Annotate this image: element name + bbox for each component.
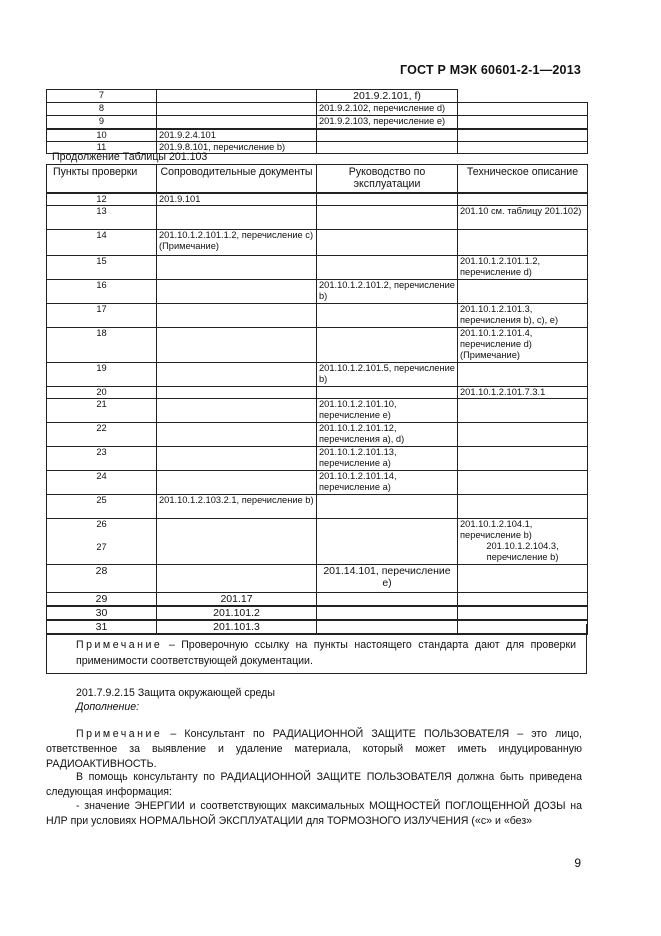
table-cell xyxy=(317,606,458,620)
table-cell: 7 xyxy=(47,90,157,103)
table-cell xyxy=(458,606,588,620)
table-cell: 201.9.2.4.101 xyxy=(157,129,317,142)
table-row xyxy=(47,279,588,303)
table-cell xyxy=(458,592,588,606)
table-cell xyxy=(458,470,588,494)
table-cell xyxy=(317,518,458,564)
table-cell: 13 xyxy=(47,205,157,229)
table-cell: 19 xyxy=(47,362,157,386)
table-cell xyxy=(157,386,317,398)
table-row xyxy=(47,90,588,103)
table-cell xyxy=(458,564,588,592)
table-row xyxy=(47,205,588,229)
table-cell: 201.10.1.2.101.10, перечисление e) xyxy=(317,398,458,422)
table-row xyxy=(47,398,588,422)
cell-text: 201.10.1.2.104.3, перечисление b) xyxy=(486,540,559,562)
table-cell xyxy=(157,279,317,303)
table-cell: 25 xyxy=(47,494,157,518)
table-row xyxy=(47,494,588,518)
header-user-manual: Руководство по эксплуатации xyxy=(317,165,458,193)
table-row xyxy=(47,592,588,606)
table-cell: 24 xyxy=(47,470,157,494)
table-cell xyxy=(317,129,458,142)
table-cell xyxy=(157,303,317,327)
header-check-items: Пункты проверки xyxy=(47,165,157,193)
table-row xyxy=(47,446,588,470)
table-cell xyxy=(458,362,588,386)
table-cell: 20 xyxy=(47,386,157,398)
table-cell xyxy=(157,470,317,494)
table-cell xyxy=(458,446,588,470)
table-header-row xyxy=(47,165,588,193)
note-label: Примечание xyxy=(76,639,163,651)
table-cell xyxy=(157,446,317,470)
table-cell: 201.10.1.2.101.12, перечисления a), d) xyxy=(317,422,458,446)
table-cell: 8 xyxy=(47,103,157,116)
table-cell: 201.10.1.2.101.13, перечисление a) xyxy=(317,446,458,470)
paragraph: - значение ЭНЕРГИИ и соответствующих максимальных МОЩНОСТЕЙ ПОГЛОЩЕННОЙ ДОЗЫ на НЛР при условиях НОРМАЛЬНОЙ ЭКСПЛУАТАЦИИ для ТОРМОЗНОГО ИЗЛУЧЕНИЯ («с» и «без» xyxy=(46,800,582,827)
table-cell: 201.10.1.2.101.14, перечисление a) xyxy=(317,470,458,494)
table-row xyxy=(47,193,588,206)
table-cell xyxy=(317,193,458,206)
table-cell xyxy=(458,193,588,206)
cell-text: 201.10.1.2.104.1, перечисление b) xyxy=(460,518,533,540)
table-cell: 10 xyxy=(47,129,157,142)
table-cell xyxy=(157,103,317,116)
table-cell: 201.101.2 xyxy=(157,606,317,620)
table-cell xyxy=(157,422,317,446)
row-number: 27 xyxy=(96,541,107,552)
table-cell: 201.10.1.2.101.1.2, перечисление d) xyxy=(458,255,588,279)
table-cell xyxy=(157,90,317,103)
table-row xyxy=(47,362,588,386)
table-cell xyxy=(157,518,317,564)
table-row xyxy=(47,386,588,398)
table-cell xyxy=(317,592,458,606)
table-cell: 28 xyxy=(47,564,157,592)
table-row xyxy=(47,255,588,279)
table-cell xyxy=(157,116,317,129)
header-accompanying-docs: Сопроводительные документы xyxy=(157,165,317,193)
table-main xyxy=(46,164,588,635)
table-row xyxy=(47,606,588,620)
table-cell xyxy=(157,255,317,279)
section-note-text: – Консультант по РАДИАЦИОННОЙ ЗАЩИТЕ ПОЛЬЗОВАТЕЛЯ – это лицо, ответственное за выявление и удаление материала, который может иметь индуцированную РАДИОАКТИВНОСТЬ. xyxy=(46,728,582,770)
table-cell xyxy=(157,362,317,386)
table-cell: 17 xyxy=(47,303,157,327)
table-cell: 12 xyxy=(47,193,157,206)
table-cell xyxy=(458,422,588,446)
note-text: – Проверочную ссылку на пункты настоящего стандарта дают для проверки применимости соответствующей документации. xyxy=(76,639,576,667)
table-row xyxy=(47,470,588,494)
table-row xyxy=(47,518,588,564)
section-note xyxy=(46,727,582,772)
table-cell: 201.10.1.2.101.2, перечисление b) xyxy=(317,279,458,303)
table-cell: 201.10.1.2.101.5, перечисление b) xyxy=(317,362,458,386)
table-cell: 14 xyxy=(47,229,157,255)
table-cell xyxy=(157,327,317,362)
table-cell xyxy=(458,103,588,116)
table-cell xyxy=(317,205,458,229)
section-addition: Дополнение: xyxy=(76,701,140,713)
table-row xyxy=(47,564,588,592)
table-cell xyxy=(317,494,458,518)
table-cell: 23 xyxy=(47,446,157,470)
table-row xyxy=(47,422,588,446)
table-cell: 201.9.8.101, перечисление b) xyxy=(157,141,317,153)
table-cell: 18 xyxy=(47,327,157,362)
table-cell: 201.17 xyxy=(157,592,317,606)
table-cell: 201.9.101 xyxy=(157,193,317,206)
table-cell: 11 xyxy=(47,141,157,153)
table-cell: 201.10 см. таблицу 201.102) xyxy=(458,205,588,229)
table-cell xyxy=(317,229,458,255)
table-cell: 201.10.1.2.103.2.1, перечисление b) xyxy=(157,494,317,518)
table-row xyxy=(47,103,588,116)
table-cell xyxy=(47,518,157,564)
table-cell xyxy=(317,386,458,398)
table-cell xyxy=(458,116,588,129)
table-cell: 201.101.3 xyxy=(157,620,317,634)
table-cell: 30 xyxy=(47,606,157,620)
table-cell: 201.9.2.103, перечисление e) xyxy=(317,116,458,129)
table-row xyxy=(47,303,588,327)
table-continuation-caption: Продолжение Таблицы 201.103 xyxy=(52,151,208,163)
table-cell: 201.10.1.2.101.7.3.1 xyxy=(458,386,588,398)
table-cell xyxy=(458,518,588,564)
table-cell xyxy=(157,398,317,422)
table-cell: 9 xyxy=(47,116,157,129)
table-cell: 201.9.2.102, перечисление d) xyxy=(317,103,458,116)
section-note-label: Примечание xyxy=(76,728,163,740)
table-cell xyxy=(458,494,588,518)
table-cell: 201.14.101, перечисление e) xyxy=(317,564,458,592)
table-cell: 31 xyxy=(47,620,157,634)
table-cell xyxy=(458,90,588,103)
table-cell: 201.10.1.2.101.1.2, перечисление c) (Примечание) xyxy=(157,229,317,255)
table-cell xyxy=(458,279,588,303)
table-row xyxy=(47,129,588,142)
header-tech-description: Техническое описание xyxy=(458,165,588,193)
table-row xyxy=(47,327,588,362)
row-number: 26 xyxy=(96,518,107,529)
table-cell: 21 xyxy=(47,398,157,422)
table-cell: 201.9.2.101, f) xyxy=(317,90,458,103)
table-row xyxy=(47,116,588,129)
table-cell: 15 xyxy=(47,255,157,279)
table-cell xyxy=(458,398,588,422)
document-header: ГОСТ Р МЭК 60601-2-1—2013 xyxy=(400,63,581,77)
table-cell: 201.10.1.2.101.4, перечисление d) (Примечание) xyxy=(458,327,588,362)
table-cell: 29 xyxy=(47,592,157,606)
table-cell: 16 xyxy=(47,279,157,303)
table-cell xyxy=(458,129,588,142)
table-row xyxy=(47,229,588,255)
table-cell xyxy=(317,303,458,327)
table-cell xyxy=(458,141,588,153)
page-number: 9 xyxy=(574,856,581,870)
section-title: 201.7.9.2.15 Защита окружающей среды xyxy=(76,687,275,699)
table-cell xyxy=(458,229,588,255)
paragraph: В помощь консультанту по РАДИАЦИОННОЙ ЗАЩИТЕ ПОЛЬЗОВАТЕЛЯ должна быть приведена следующая информация: xyxy=(46,771,582,798)
table-cell xyxy=(157,564,317,592)
table-cell xyxy=(317,327,458,362)
table-top xyxy=(46,89,588,154)
table-cell xyxy=(317,141,458,153)
table-cell xyxy=(317,255,458,279)
table-cell: 201.10.1.2.101.3, перечисления b), c), e) xyxy=(458,303,588,327)
table-cell: 22 xyxy=(47,422,157,446)
table-note xyxy=(76,637,576,669)
table-cell xyxy=(157,205,317,229)
